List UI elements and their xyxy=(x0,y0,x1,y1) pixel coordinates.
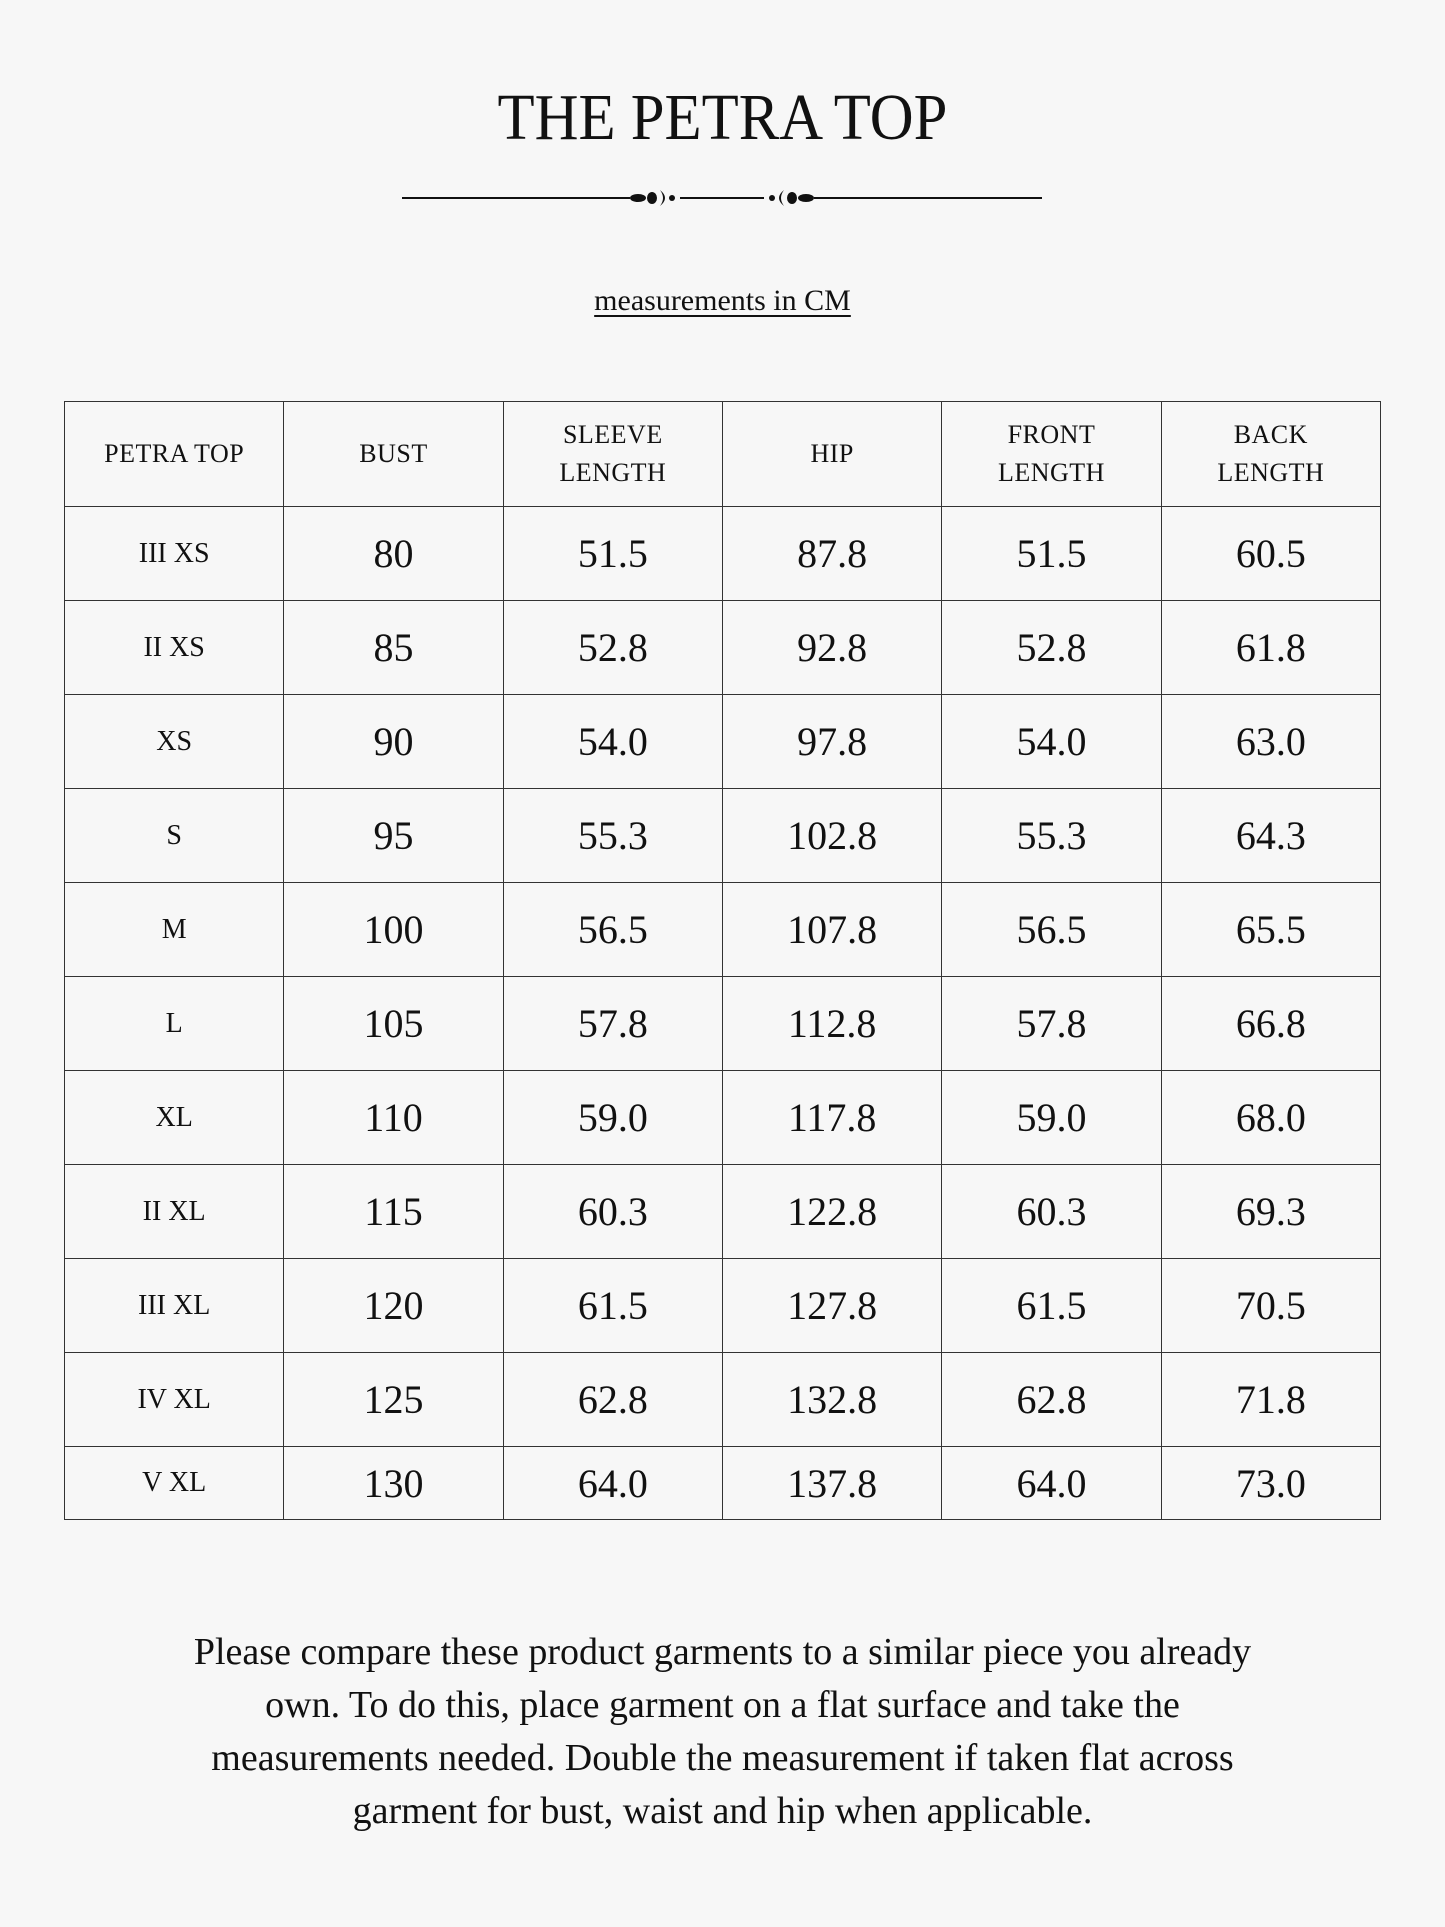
cell-front-length: 54.0 xyxy=(942,695,1161,789)
cell-front-length: 62.8 xyxy=(942,1353,1161,1447)
cell-front-length: 57.8 xyxy=(942,977,1161,1071)
cell-back-length: 60.5 xyxy=(1161,507,1380,601)
table-row xyxy=(65,601,1381,695)
instruction-line: garment for bust, waist and hip when applicable. xyxy=(352,1790,1093,1832)
cell-sleeve-length: 57.8 xyxy=(503,977,722,1071)
cell-bust: 90 xyxy=(284,695,503,789)
cell-front-length: 59.0 xyxy=(942,1071,1161,1165)
cell-bust: 95 xyxy=(284,789,503,883)
cell-front-length: 56.5 xyxy=(942,883,1161,977)
cell-hip: 97.8 xyxy=(722,695,941,789)
table-row xyxy=(65,1353,1381,1447)
cell-size: XS xyxy=(65,695,284,789)
cell-sleeve-length: 56.5 xyxy=(503,883,722,977)
cell-front-length: 60.3 xyxy=(942,1165,1161,1259)
cell-size: III XL xyxy=(65,1259,284,1353)
ornament-divider-icon xyxy=(402,178,1042,218)
cell-hip: 122.8 xyxy=(722,1165,941,1259)
cell-bust: 105 xyxy=(284,977,503,1071)
cell-back-length: 73.0 xyxy=(1161,1447,1380,1520)
cell-size: S xyxy=(65,789,284,883)
cell-bust: 115 xyxy=(284,1165,503,1259)
cell-bust: 80 xyxy=(284,507,503,601)
cell-front-length: 52.8 xyxy=(942,601,1161,695)
cell-size: L xyxy=(65,977,284,1071)
cell-back-length: 63.0 xyxy=(1161,695,1380,789)
table-row xyxy=(65,1259,1381,1353)
measurement-instructions xyxy=(70,1626,1375,1838)
cell-hip: 102.8 xyxy=(722,789,941,883)
cell-sleeve-length: 59.0 xyxy=(503,1071,722,1165)
header-bust: BUST xyxy=(284,402,503,507)
table-header-row xyxy=(65,402,1381,507)
cell-bust: 120 xyxy=(284,1259,503,1353)
cell-sleeve-length: 52.8 xyxy=(503,601,722,695)
cell-bust: 125 xyxy=(284,1353,503,1447)
cell-bust: 85 xyxy=(284,601,503,695)
size-chart-table xyxy=(64,401,1381,1520)
table-row xyxy=(65,977,1381,1071)
cell-back-length: 68.0 xyxy=(1161,1071,1380,1165)
cell-back-length: 65.5 xyxy=(1161,883,1380,977)
cell-sleeve-length: 51.5 xyxy=(503,507,722,601)
table-body xyxy=(65,507,1381,1520)
header-back-length: BACK LENGTH xyxy=(1161,402,1380,507)
cell-hip: 87.8 xyxy=(722,507,941,601)
cell-size: XL xyxy=(65,1071,284,1165)
cell-sleeve-length: 60.3 xyxy=(503,1165,722,1259)
cell-hip: 107.8 xyxy=(722,883,941,977)
cell-back-length: 61.8 xyxy=(1161,601,1380,695)
cell-back-length: 71.8 xyxy=(1161,1353,1380,1447)
header-front-length: FRONT LENGTH xyxy=(942,402,1161,507)
header-size: PETRA TOP xyxy=(65,402,284,507)
cell-front-length: 51.5 xyxy=(942,507,1161,601)
cell-front-length: 64.0 xyxy=(942,1447,1161,1520)
page-title: THE PETRA TOP xyxy=(497,81,948,154)
table-row xyxy=(65,695,1381,789)
cell-hip: 132.8 xyxy=(722,1353,941,1447)
header-sleeve-length: SLEEVE LENGTH xyxy=(503,402,722,507)
cell-size: V XL xyxy=(65,1447,284,1520)
cell-back-length: 66.8 xyxy=(1161,977,1380,1071)
table-row xyxy=(65,789,1381,883)
cell-hip: 137.8 xyxy=(722,1447,941,1520)
cell-size: II XS xyxy=(65,601,284,695)
cell-hip: 127.8 xyxy=(722,1259,941,1353)
cell-hip: 92.8 xyxy=(722,601,941,695)
cell-size: III XS xyxy=(65,507,284,601)
cell-sleeve-length: 55.3 xyxy=(503,789,722,883)
table-row xyxy=(65,883,1381,977)
units-subtitle: measurements in CM xyxy=(594,284,851,317)
cell-sleeve-length: 64.0 xyxy=(503,1447,722,1520)
header-hip: HIP xyxy=(722,402,941,507)
cell-back-length: 64.3 xyxy=(1161,789,1380,883)
cell-bust: 130 xyxy=(284,1447,503,1520)
instruction-line: own. To do this, place garment on a flat surface and take the xyxy=(265,1684,1180,1726)
cell-bust: 110 xyxy=(284,1071,503,1165)
cell-sleeve-length: 54.0 xyxy=(503,695,722,789)
instruction-line: measurements needed. Double the measurement if taken flat across xyxy=(211,1737,1234,1779)
cell-bust: 100 xyxy=(284,883,503,977)
cell-front-length: 55.3 xyxy=(942,789,1161,883)
table-row xyxy=(65,1071,1381,1165)
cell-back-length: 70.5 xyxy=(1161,1259,1380,1353)
cell-size: II XL xyxy=(65,1165,284,1259)
cell-size: IV XL xyxy=(65,1353,284,1447)
cell-size: M xyxy=(65,883,284,977)
cell-front-length: 61.5 xyxy=(942,1259,1161,1353)
instruction-line: Please compare these product garments to a similar piece you already xyxy=(193,1631,1252,1673)
cell-sleeve-length: 61.5 xyxy=(503,1259,722,1353)
cell-back-length: 69.3 xyxy=(1161,1165,1380,1259)
table-row xyxy=(65,1165,1381,1259)
cell-sleeve-length: 62.8 xyxy=(503,1353,722,1447)
cell-hip: 112.8 xyxy=(722,977,941,1071)
cell-hip: 117.8 xyxy=(722,1071,941,1165)
table-row xyxy=(65,507,1381,601)
table-row xyxy=(65,1447,1381,1520)
